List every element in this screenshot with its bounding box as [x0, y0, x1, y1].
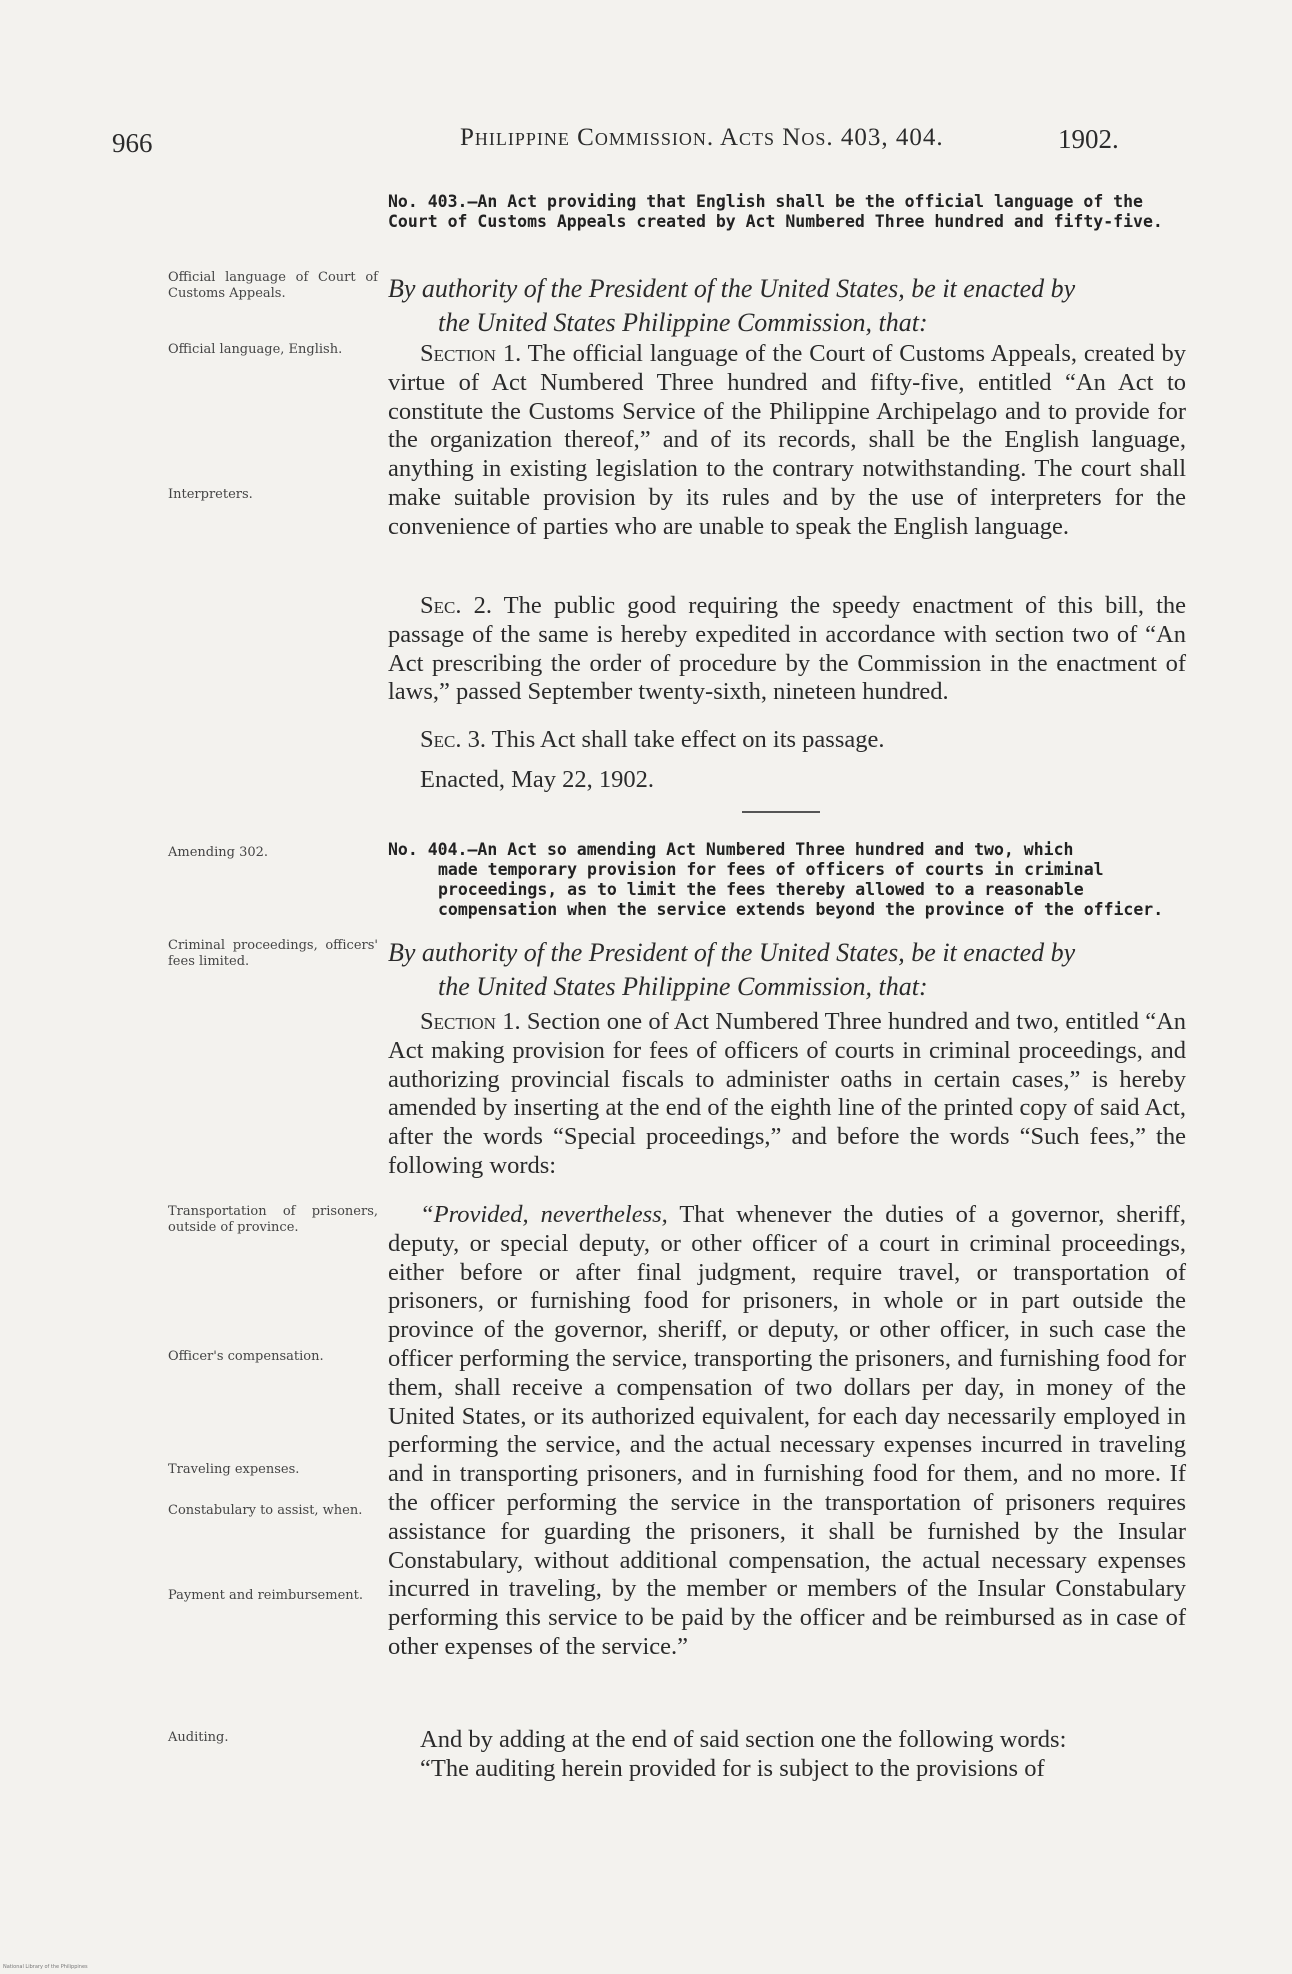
section-text: The public good requiring the speedy enactment of this bill, the passage of the same is hereby expedited in accordance with section two of “An Act prescribing the order of procedure by the Commission in the enactment of laws,” passed September twenty-sixth, nineteen hundred. [388, 592, 1186, 706]
enacting-line-1: By authority of the President of the United States, be it enacted by [388, 274, 1076, 303]
act-403-number: No. 403. [388, 192, 468, 211]
section-text: The official language of the Court of Customs Appeals, created by virtue of Act Numbered Three hundred and fifty-five, entitled “An Act to constitute the Customs Service of the Philippine Archipelago and to provide for the organization thereof,” and of its records, shall be the English language, anything in existing legislation to the contrary notwithstanding. The court shall make suitable provision by its rules and by the use of interpreters for the convenience of parties who are unable to speak the English language. [388, 340, 1186, 540]
margin-note-constabulary: Constabulary to assist, when. [168, 1503, 363, 1518]
section-label: Sec. 2. [420, 592, 492, 619]
margin-note-official-language-english: Official language, English. [168, 342, 343, 357]
running-head: Philippine Commission. Acts Nos. 403, 404. [460, 124, 944, 151]
margin-note-traveling-expenses: Traveling expenses. [168, 1462, 300, 1477]
section-text: Section one of Act Numbered Three hundred and two, entitled “An Act making provision for fees of officers of courts in criminal proceedings, and authorizing provincial fiscals to administer oaths in certain cases,” is hereby amended by inserting at the end of the eighth line of the printed copy of said Act, after the words “Special proceedings,” and before the words “Such fees,” the following words: [388, 1008, 1187, 1179]
section-label: Section 1. [420, 340, 522, 367]
footer-credit: National Library of the Philippines [3, 1964, 88, 1970]
act-403-section-2 [388, 592, 1186, 707]
act-404-section-1 [388, 1008, 1186, 1181]
section-text: This Act shall take effect on its passage. [491, 726, 885, 753]
enacting-line-2: the United States Philippine Commission, that: [438, 308, 928, 337]
section-label: Section 1. [420, 1008, 521, 1035]
margin-note-auditing: Auditing. [168, 1730, 229, 1745]
act-404-heading [388, 840, 1188, 920]
act-404-number: No. 404. [388, 840, 468, 859]
margin-note-transportation: Transportation of prisoners, outside of province. [168, 1204, 378, 1235]
enacting-line-2: the United States Philippine Commission, that: [438, 972, 928, 1001]
act-404-title-line-1: —An Act so amending Act Numbered Three hundred and two, which [467, 840, 1074, 859]
margin-note-amending-302: Amending 302. [168, 845, 269, 860]
margin-note-official-language: Official language of Court of Customs Appeals. [168, 270, 378, 301]
margin-note-interpreters: Interpreters. [168, 487, 253, 502]
act-403-section-1 [388, 340, 1186, 542]
act-404-title-rest: made temporary provision for fees of officers of courts in criminal proceedings, as to limit the fees thereby allowed to a reasonable compensation when the service extends beyond the province of the officer. [438, 860, 1164, 919]
act-403-section-3 [388, 726, 1186, 755]
margin-note-criminal-proceedings: Criminal proceedings, officers' fees limited. [168, 938, 378, 969]
act-404-auditing: “The auditing herein provided for is subject to the provisions of [420, 1755, 1045, 1782]
act-403-title: —An Act providing that English shall be the official language of the Court of Customs Appeals created by Act Numbered Three hundred and fifty-five. [388, 192, 1163, 231]
running-head-year: 1902. [1058, 124, 1119, 154]
act-404-enacting-clause [388, 936, 1188, 1004]
act-404-adding: And by adding at the end of said section one the following words: [420, 1726, 1067, 1753]
enacting-line-1: By authority of the President of the United States, be it enacted by [388, 938, 1076, 967]
act-403-enacting-clause [388, 272, 1188, 340]
section-label: Sec. 3. [420, 726, 486, 753]
act-403-enacted-date: Enacted, May 22, 1902. [420, 766, 655, 793]
act-404-proviso [388, 1201, 1186, 1662]
proviso-text: That whenever the duties of a governor, sheriff, deputy, or special deputy, or other officer of a court in criminal proceedings, either before or after final judgment, require travel, or transportation of prisoners, or furnishing food for prisoners, in whole or in part outside the province of the governor, sheriff, or deputy, or other officer, in such case the officer performing the service, transporting the prisoners, and furnishing food for them, shall receive a compensation of two dollars per day, in money of the United States, or its authorized equivalent, for each day necessarily employed in performing the service, and the actual necessary expenses incurred in traveling and in transporting prisoners, and in furnishing food for them, and no more. If the officer performing the service in the transportation of prisoners requires assistance for guarding the prisoners, it shall be furnished by the Insular Constabulary, without additional compensation, the actual necessary expenses incurred in traveling, by the member or members of the Insular Constabulary performing this service to be paid by the officer and be reimbursed as in case of other expenses of the service.” [388, 1201, 1186, 1660]
proviso-lead: “Provided, nevertheless, [420, 1201, 668, 1228]
margin-note-payment: Payment and reimbursement. [168, 1588, 363, 1603]
page-number: 966 [112, 128, 153, 158]
section-divider [742, 811, 820, 813]
act-403-heading [388, 192, 1188, 232]
margin-note-officer-compensation: Officer's compensation. [168, 1349, 324, 1364]
